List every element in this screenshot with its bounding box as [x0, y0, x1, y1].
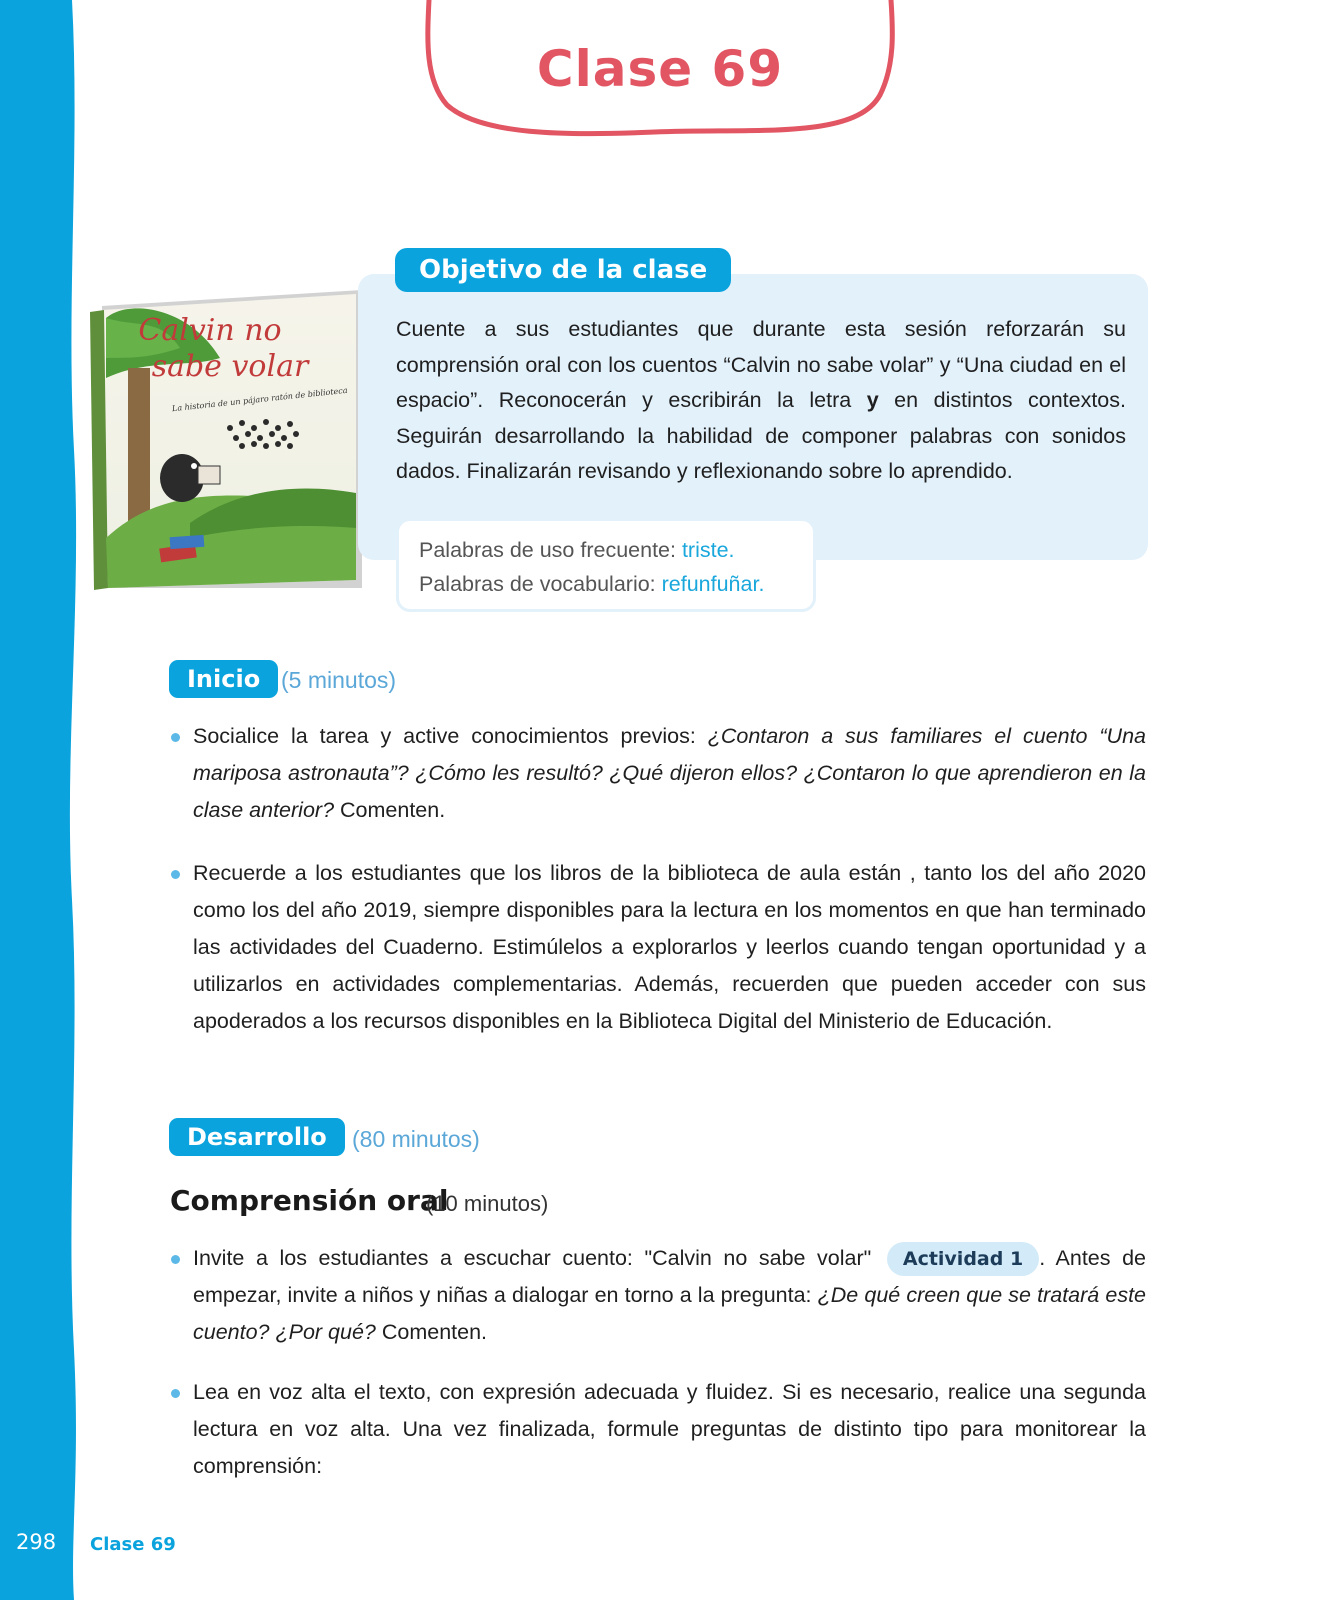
inicio-badge: Inicio [169, 660, 278, 698]
vocabulary-words-line: Palabras de vocabulario: refunfuñar. [419, 572, 765, 596]
sidebar-band [0, 0, 90, 1600]
desarrollo-bullet-1: Invite a los estudiantes a escuchar cuento: "Calvin no sabe volar" Actividad 1 . Antes de empezar, invite a niños y niñas a dialogar en torno a la pregunta: ¿De qué creen que se tratará este cuento? ¿Por qué? Comenten. [170, 1240, 1146, 1351]
desarrollo-bullet-2: Lea en voz alta el texto, con expresión adecuada y fluidez. Si es necesario, realice una segunda lectura en voz alta. Una vez finalizada, formule preguntas de distinto tipo para monitorear la comprensión: [170, 1374, 1146, 1485]
frequent-word: triste. [681, 538, 735, 562]
activity-badge: Actividad 1 [887, 1242, 1039, 1276]
subsection-time: (10 minutos) [426, 1191, 549, 1216]
book-cover-image [70, 288, 362, 598]
subsection-title: Comprensión oral [170, 1184, 449, 1217]
book-title-line1: Calvin no [138, 313, 282, 348]
footer-class-label: Clase 69 [90, 1534, 176, 1555]
frequent-words-line: Palabras de uso frecuente: triste. [419, 538, 735, 562]
vocabulary-box [396, 518, 816, 612]
page-number: 298 [16, 1530, 57, 1554]
objective-text: Cuente a sus estudiantes que durante esta sesión reforzarán su comprensión oral con los cuentos “Calvin no sabe volar” y “Una ciudad en el espacio”. Reconocerán y escribirán la letra y en distintos contextos. Seguirán desarrollando la habilidad de componer palabras con sonidos dados. Finalizarán revisando y reflexionando sobre lo aprendido. [396, 317, 1126, 483]
desarrollo-badge: Desarrollo [169, 1118, 345, 1156]
class-title: Clase 69 [536, 40, 784, 98]
book-title-line2: sabe volar [151, 349, 309, 384]
book-subtitle: La historia de un pájaro ratón de biblioteca [171, 385, 348, 414]
highlight-letter: y [866, 388, 879, 412]
inicio-time: (5 minutos) [281, 667, 397, 693]
inicio-bullet-1: Socialice la tarea y active conocimientos previos: ¿Contaron a sus familiares el cuento “Una mariposa astronauta”? ¿Cómo les resultó? ¿Qué dijeron ellos? ¿Contaron lo que aprendieron en la clase anterior? Comenten. [170, 718, 1146, 829]
desarrollo-time: (80 minutos) [352, 1126, 480, 1152]
inicio-bullet-2: Recuerde a los estudiantes que los libros de la biblioteca de aula están , tanto los del año 2020 como los del año 2019, siempre disponibles para la lectura en los momentos en que han terminado las actividades del Cuaderno. Estimúlelos a explorarlos y leerlos cuando tengan oportunidad y a utilizarlos en actividades complementarias. Además, recuerden que pueden acceder con sus apoderados a los recursos disponibles en la Biblioteca Digital del Ministerio de Educación. [170, 855, 1146, 1040]
vocabulary-word: refunfuñar. [661, 572, 765, 596]
objective-label: Objetivo de la clase [395, 248, 731, 292]
